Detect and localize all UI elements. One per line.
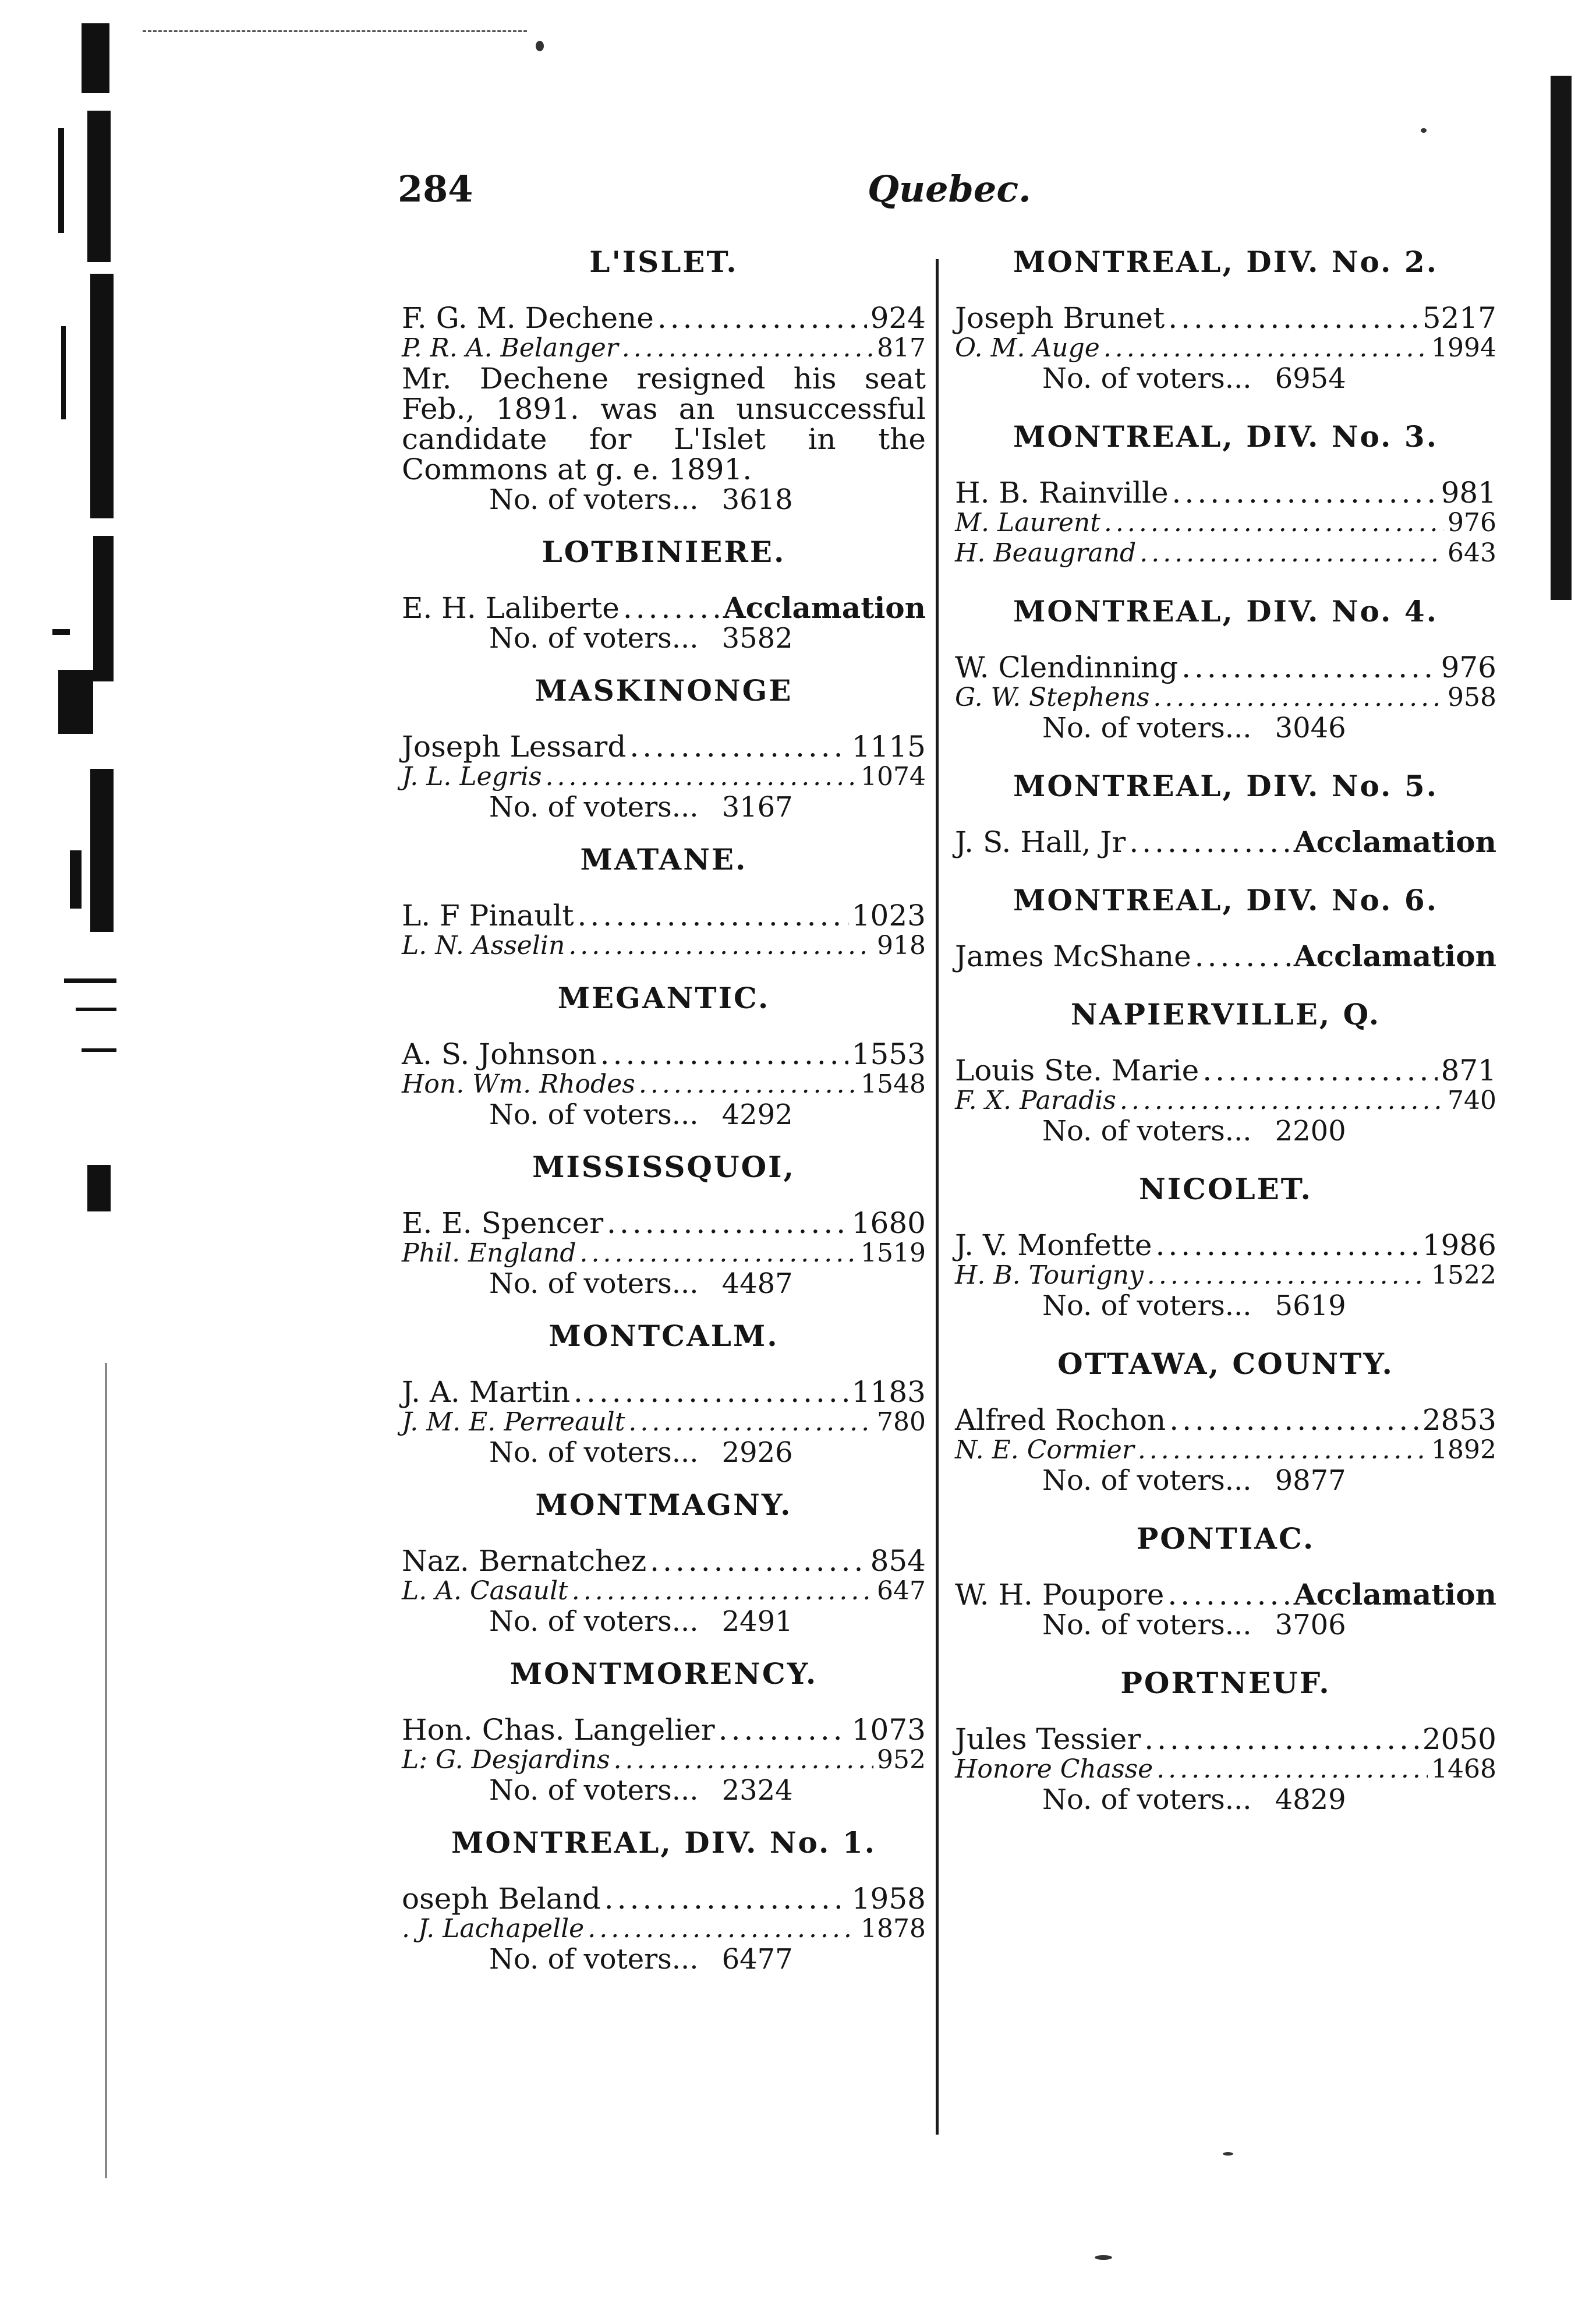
leader-dots xyxy=(1172,478,1438,508)
riding-section xyxy=(955,1172,1496,1321)
candidate-votes: 1183 xyxy=(851,1375,926,1409)
candidate-row xyxy=(402,593,926,623)
riding-heading: MONTMORENCY. xyxy=(509,1656,818,1691)
candidate-name: Naz. Bernatchez xyxy=(402,1544,647,1578)
candidate-row xyxy=(955,1055,1496,1086)
candidate-row xyxy=(955,1086,1496,1116)
candidate-name: L. N. Asselin xyxy=(402,931,565,960)
riding-heading: OTTAWA, COUNTY. xyxy=(1057,1347,1394,1381)
riding-section xyxy=(955,1666,1496,1815)
candidate-votes: Acclamation xyxy=(1293,1577,1496,1612)
voters-count-line xyxy=(402,1100,926,1130)
voters-count-line xyxy=(402,623,926,653)
candidate-name: L. A. Casault xyxy=(402,1576,568,1606)
candidate-name: E. E. Spencer xyxy=(402,1206,604,1240)
leader-dots xyxy=(1103,333,1428,363)
riding-heading: MASKINONGE xyxy=(535,673,793,708)
candidate-name: L: G. Desjardins xyxy=(402,1745,610,1775)
candidate-votes: 1986 xyxy=(1422,1228,1496,1262)
candidate-name: H. Beaugrand xyxy=(955,538,1137,568)
leader-dots xyxy=(1153,683,1444,713)
scan-edge-artifact xyxy=(35,23,146,2237)
leader-dots xyxy=(1202,1055,1437,1086)
leader-dots xyxy=(628,1407,873,1437)
leader-dots xyxy=(639,1069,857,1100)
column-divider xyxy=(936,259,939,2135)
candidate-name: F. G. M. Dechene xyxy=(402,301,654,335)
candidate-row xyxy=(955,1754,1496,1785)
candidate-row xyxy=(955,1435,1496,1465)
leader-dots xyxy=(622,333,873,363)
voters-count: 6954 xyxy=(1275,362,1346,395)
page-number: 284 xyxy=(398,168,473,210)
candidate-row xyxy=(955,941,1496,971)
riding-heading: MISSISSQUOI, xyxy=(532,1150,795,1184)
voters-count: 4487 xyxy=(721,1267,793,1300)
left-column xyxy=(402,245,926,1994)
riding-section xyxy=(402,245,926,515)
candidate-name: James McShane xyxy=(955,939,1191,973)
riding-section xyxy=(402,981,926,1130)
voters-count-line xyxy=(402,1269,926,1299)
voters-count-line xyxy=(402,1437,926,1468)
candidate-votes: 1958 xyxy=(851,1882,926,1916)
ink-speck xyxy=(1223,2152,1233,2156)
leader-dots xyxy=(578,900,848,931)
voters-count: 9877 xyxy=(1275,1464,1346,1497)
candidate-name: Phil. England xyxy=(402,1238,576,1268)
candidate-row xyxy=(402,1546,926,1576)
riding-heading: MONTREAL, DIV. No. 6. xyxy=(1013,883,1439,917)
riding-heading: NICOLET. xyxy=(1139,1172,1312,1206)
voters-count: 6477 xyxy=(721,1943,793,1976)
candidate-votes: 1073 xyxy=(851,1713,926,1747)
voters-label: No. of voters... xyxy=(489,1267,699,1300)
riding-heading: MEGANTIC. xyxy=(557,981,770,1015)
riding-section xyxy=(955,419,1496,568)
ink-speck xyxy=(1421,128,1427,133)
riding-heading: MONTREAL, DIV. No. 5. xyxy=(1013,769,1439,803)
voters-label: No. of voters... xyxy=(1042,362,1252,395)
scan-edge-artifact-right xyxy=(1551,76,1572,600)
candidate-name: O. M. Auge xyxy=(955,333,1100,363)
candidate-row xyxy=(955,1724,1496,1754)
riding-heading: MONTREAL, DIV. No. 1. xyxy=(451,1825,877,1860)
voters-count: 2491 xyxy=(721,1605,793,1638)
voters-label: No. of voters... xyxy=(489,1605,699,1638)
candidate-row xyxy=(402,1238,926,1269)
leader-dots xyxy=(1156,1754,1428,1785)
voters-count-line xyxy=(955,1785,1496,1815)
riding-section xyxy=(955,769,1496,857)
candidate-votes: 924 xyxy=(870,301,926,335)
leader-dots xyxy=(657,303,867,333)
riding-section xyxy=(955,1347,1496,1496)
leader-dots xyxy=(572,1576,873,1606)
top-rule xyxy=(143,30,527,34)
riding-section xyxy=(955,245,1496,394)
riding-heading: LOTBINIERE. xyxy=(542,535,786,569)
voters-count-line xyxy=(402,485,926,515)
candidate-votes: 740 xyxy=(1448,1086,1496,1115)
candidate-name: oseph Beland xyxy=(402,1882,601,1916)
candidate-row xyxy=(402,1069,926,1100)
voters-label: No. of voters... xyxy=(489,1098,699,1131)
candidate-votes: 1468 xyxy=(1431,1754,1496,1784)
candidate-votes: 1680 xyxy=(851,1206,926,1240)
leader-dots xyxy=(574,1377,848,1407)
leader-dots xyxy=(1144,1724,1419,1754)
ink-speck xyxy=(1095,2255,1112,2260)
candidate-row xyxy=(402,1039,926,1069)
leader-dots xyxy=(546,762,858,792)
riding-section xyxy=(955,883,1496,971)
riding-section xyxy=(402,1150,926,1299)
candidate-name: Jules Tessier xyxy=(955,1722,1141,1756)
voters-count: 3706 xyxy=(1275,1609,1346,1641)
riding-heading: L'ISLET. xyxy=(589,245,738,279)
leader-dots xyxy=(1104,508,1444,538)
candidate-name: J. S. Hall, Jr xyxy=(955,825,1126,859)
candidate-row xyxy=(955,333,1496,363)
riding-heading: MONTREAL, DIV. No. 4. xyxy=(1013,594,1439,628)
voters-label: No. of voters... xyxy=(1042,712,1252,744)
riding-heading: MONTMAGNY. xyxy=(535,1488,792,1522)
leader-dots xyxy=(1181,652,1437,683)
candidate-name: H. B. Rainville xyxy=(955,476,1169,510)
voters-count-line xyxy=(955,713,1496,743)
leader-dots xyxy=(568,931,873,961)
candidate-votes: 2853 xyxy=(1422,1403,1496,1437)
voters-label: No. of voters... xyxy=(1042,1609,1252,1641)
candidate-name: Louis Ste. Marie xyxy=(955,1054,1199,1087)
candidate-votes: 976 xyxy=(1441,651,1496,684)
candidate-row xyxy=(402,303,926,333)
riding-section xyxy=(402,1319,926,1468)
leader-dots xyxy=(600,1039,848,1069)
leader-dots xyxy=(1120,1086,1444,1116)
candidate-votes: Acclamation xyxy=(1293,939,1496,973)
voters-count: 3618 xyxy=(721,483,793,516)
voters-count-line xyxy=(402,792,926,822)
riding-section xyxy=(402,1825,926,1974)
voters-label: No. of voters... xyxy=(1042,1115,1252,1147)
riding-section xyxy=(402,1656,926,1806)
riding-section xyxy=(955,997,1496,1146)
riding-section xyxy=(955,1521,1496,1640)
riding-section xyxy=(402,673,926,822)
candidate-row xyxy=(402,900,926,931)
candidate-votes: 1074 xyxy=(861,762,926,792)
candidate-row xyxy=(402,1914,926,1944)
voters-count-line xyxy=(955,363,1496,394)
leader-dots xyxy=(650,1546,866,1576)
leader-dots xyxy=(1169,1405,1418,1435)
leader-dots xyxy=(629,732,848,762)
candidate-votes: 1519 xyxy=(861,1238,926,1268)
candidate-votes: 1115 xyxy=(851,730,926,764)
candidate-row xyxy=(955,1405,1496,1435)
candidate-name: J. M. E. Perreault xyxy=(402,1407,625,1437)
candidate-row xyxy=(402,762,926,792)
voters-count: 2926 xyxy=(721,1436,793,1469)
voters-count: 4829 xyxy=(1275,1783,1346,1816)
candidate-row xyxy=(955,1577,1496,1612)
leader-dots xyxy=(1138,1435,1428,1465)
voters-label: No. of voters... xyxy=(489,1774,699,1807)
candidate-votes: 918 xyxy=(877,931,926,960)
candidate-votes: 1892 xyxy=(1431,1435,1496,1465)
candidate-row xyxy=(955,1260,1496,1291)
candidate-name: M. Laurent xyxy=(955,508,1100,538)
candidate-name: Alfred Rochon xyxy=(955,1403,1166,1437)
voters-label: No. of voters... xyxy=(489,1436,699,1469)
voters-count-line xyxy=(402,1606,926,1637)
candidate-row xyxy=(402,1884,926,1914)
voters-count: 2200 xyxy=(1275,1115,1346,1147)
leader-dots xyxy=(614,1745,873,1775)
leader-dots xyxy=(719,1715,848,1745)
voters-count: 3046 xyxy=(1275,712,1346,744)
candidate-name: E. H. Laliberte xyxy=(402,591,620,625)
riding-heading: NAPIERVILLE, Q. xyxy=(1070,997,1381,1031)
candidate-votes: 817 xyxy=(877,333,926,363)
candidate-votes: 958 xyxy=(1448,683,1496,712)
candidate-row xyxy=(402,1407,926,1437)
candidate-name: W. Clendinning xyxy=(955,651,1179,684)
leader-dots xyxy=(1195,941,1290,971)
candidate-name: Joseph Lessard xyxy=(402,730,627,764)
riding-heading: MONTREAL, DIV. No. 3. xyxy=(1013,419,1439,454)
candidate-row xyxy=(955,538,1496,568)
candidate-name: L. F Pinault xyxy=(402,899,574,932)
riding-section xyxy=(955,594,1496,743)
leader-dots xyxy=(604,1884,848,1914)
voters-count: 3582 xyxy=(721,622,793,655)
voters-count: 4292 xyxy=(721,1098,793,1131)
voters-label: No. of voters... xyxy=(489,483,699,516)
candidate-row xyxy=(402,1208,926,1238)
riding-section xyxy=(402,1488,926,1637)
voters-count-line xyxy=(955,1116,1496,1146)
candidate-votes: Acclamation xyxy=(723,591,926,625)
riding-section xyxy=(402,535,926,653)
candidate-votes: 1522 xyxy=(1431,1260,1496,1290)
voters-count-line xyxy=(402,1944,926,1974)
page-title: Quebec. xyxy=(868,168,1031,210)
candidate-name: N. E. Cormier xyxy=(955,1435,1134,1465)
leader-dots xyxy=(580,1238,858,1269)
candidate-name: H. B. Tourigny xyxy=(955,1260,1144,1290)
riding-heading: MONTCALM. xyxy=(548,1319,779,1353)
candidate-row xyxy=(402,732,926,762)
voters-count-line xyxy=(955,1291,1496,1321)
voters-label: No. of voters... xyxy=(1042,1464,1252,1497)
candidate-row xyxy=(955,683,1496,713)
candidate-votes: 1994 xyxy=(1431,333,1496,363)
candidate-row xyxy=(402,931,926,961)
voters-count-line xyxy=(402,1775,926,1806)
candidate-votes: 780 xyxy=(877,1407,926,1437)
voters-label: No. of voters... xyxy=(1042,1783,1252,1816)
voters-label: No. of voters... xyxy=(1042,1289,1252,1322)
leader-dots xyxy=(1147,1260,1428,1291)
candidate-name: F. X. Paradis xyxy=(955,1086,1116,1115)
leader-dots xyxy=(1155,1230,1418,1260)
candidate-votes: Acclamation xyxy=(1293,825,1496,859)
candidate-votes: 1548 xyxy=(861,1069,926,1099)
candidate-row xyxy=(402,1377,926,1407)
voters-label: No. of voters... xyxy=(489,791,699,824)
candidate-row xyxy=(402,1576,926,1606)
candidate-name: Honore Chasse xyxy=(955,1754,1153,1784)
candidate-row xyxy=(955,508,1496,538)
candidate-name: J. A. Martin xyxy=(402,1375,571,1409)
riding-heading: MONTREAL, DIV. No. 2. xyxy=(1013,245,1439,279)
candidate-votes: 2050 xyxy=(1422,1722,1496,1756)
candidate-row xyxy=(402,1715,926,1745)
voters-count: 5619 xyxy=(1275,1289,1346,1322)
candidate-votes: 1553 xyxy=(851,1037,926,1071)
candidate-name: Joseph Brunet xyxy=(955,301,1165,335)
leader-dots xyxy=(1167,1580,1290,1610)
ink-speck xyxy=(536,41,544,51)
candidate-name: . J. Lachapelle xyxy=(402,1914,585,1944)
voters-count: 3167 xyxy=(721,791,793,824)
riding-heading: PONTIAC. xyxy=(1136,1521,1315,1556)
right-column xyxy=(955,245,1496,1840)
riding-note: Mr. Dechene resigned his seat Feb., 1891. was an unsuccessful candidate for L'Islet in the Commons at g. e. 1891. xyxy=(402,362,926,486)
riding-section xyxy=(402,842,926,961)
candidate-name: A. S. Johnson xyxy=(402,1037,597,1071)
candidate-votes: 976 xyxy=(1448,508,1496,538)
candidate-row xyxy=(955,303,1496,333)
candidate-votes: 854 xyxy=(870,1544,926,1578)
voters-label: No. of voters... xyxy=(489,622,699,655)
candidate-row xyxy=(955,827,1496,857)
leader-dots xyxy=(1140,538,1444,568)
candidate-votes: 1878 xyxy=(861,1914,926,1944)
candidate-row xyxy=(955,1230,1496,1260)
leader-dots xyxy=(1129,827,1290,857)
leader-dots xyxy=(607,1208,848,1238)
candidate-votes: 5217 xyxy=(1422,301,1496,335)
leader-dots xyxy=(623,593,720,623)
candidate-row xyxy=(402,333,926,363)
voters-count: 2324 xyxy=(721,1774,793,1807)
candidate-name: W. H. Poupore xyxy=(955,1578,1165,1612)
voters-label: No. of voters... xyxy=(489,1943,699,1976)
candidate-name: Hon. Wm. Rhodes xyxy=(402,1069,635,1099)
candidate-name: J. V. Monfette xyxy=(955,1228,1152,1262)
candidate-name: P. R. A. Belanger xyxy=(402,333,618,363)
candidate-row xyxy=(955,478,1496,508)
candidate-row xyxy=(955,652,1496,683)
candidate-votes: 952 xyxy=(877,1745,926,1775)
riding-heading: MATANE. xyxy=(580,842,748,877)
candidate-name: G. W. Stephens xyxy=(955,683,1150,712)
candidate-votes: 643 xyxy=(1448,538,1496,568)
voters-count-line xyxy=(955,1610,1496,1640)
leader-dots xyxy=(1168,303,1419,333)
candidate-name: Hon. Chas. Langelier xyxy=(402,1713,715,1747)
voters-count-line xyxy=(955,1465,1496,1496)
candidate-row xyxy=(402,1745,926,1775)
candidate-votes: 647 xyxy=(877,1576,926,1606)
leader-dots xyxy=(588,1914,857,1944)
candidate-votes: 871 xyxy=(1441,1054,1496,1087)
candidate-votes: 981 xyxy=(1441,476,1496,510)
riding-heading: PORTNEUF. xyxy=(1120,1666,1331,1700)
candidate-votes: 1023 xyxy=(851,899,926,932)
candidate-name: J. L. Legris xyxy=(402,762,542,792)
